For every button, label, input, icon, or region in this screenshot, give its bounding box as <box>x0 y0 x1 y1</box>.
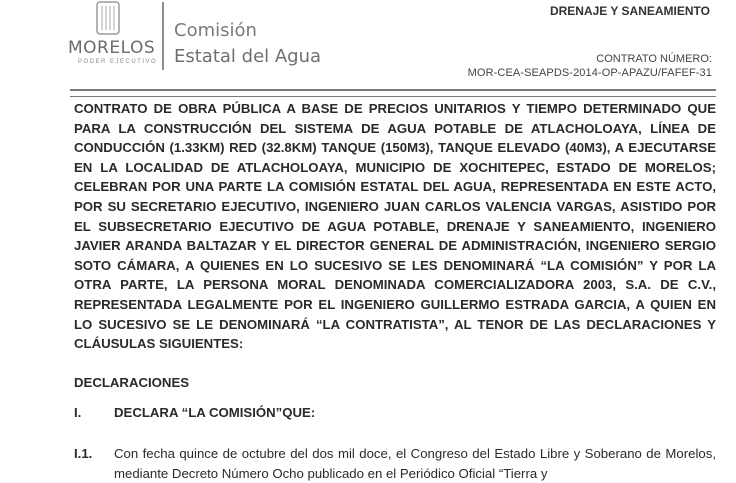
section-i-title: DECLARA “LA COMISIÓN”QUE: <box>114 405 316 420</box>
item-1-1-number: I.1. <box>74 446 93 461</box>
state-seal-icon <box>94 0 122 38</box>
logo-morelos-text: MORELOS <box>68 38 156 58</box>
header-rule <box>70 89 716 91</box>
logo-comision-text: Comisión <box>174 20 257 41</box>
logo-estatal-text: Estatal del Agua <box>174 46 322 67</box>
item-1-1-text: Con fecha quince de octubre del dos mil doce, el Congreso del Estado Libre y Soberano de Morelos, mediante Decreto Número Ocho publicado en el Periódico Oficial “Tierra y <box>114 446 716 481</box>
contract-title: CONTRATO DE OBRA PÚBLICA A BASE DE PRECIOS UNITARIOS Y TIEMPO DETERMINADO QUE PARA LA CONSTRUCCIÓN DEL SISTEMA DE AGUA POTABLE DE ATLACHOLOAYA, LÍNEA DE CONDUCCIÓN (1.33KM) RED (32.8KM) TANQUE (150M3), TANQUE ELEVADO (40M3), A EJECUTARSE EN LA LOCALIDAD DE ATLACHOLOAYA, MUNICIPIO DE XOCHITEPEC, ESTADO DE MORELOS; CELEBRAN POR UNA PARTE LA COMISIÓN ESTATAL DEL AGUA, REPRESENTADA EN ESTE ACTO, POR SU SECRETARIO EJECUTIVO, INGENIERO JUAN CARLOS VALENCIA VARGAS, ASISTIDO POR EL SUBSECRETARIO EJECUTIVO DE AGUA POTABLE, DRENAJE Y SANEAMIENTO, INGENIERO JAVIER ARANDA BALTAZAR Y EL DIRECTOR GENERAL DE ADMINISTRACIÓN, INGENIERO SERGIO SOTO CÁMARA, A QUIENES EN LO SUCESIVO SE LES DENOMINARÁ “LA COMISIÓN” Y POR LA OTRA PARTE, LA PERSONA MORAL DENOMINADA COMERCIALIZADORA 2003, S.A. DE C.V., REPRESENTADA LEGALMENTE POR EL INGENIERO GUILLERMO ESTRADA GARCIA, A QUIEN EN LO SUCESIVO SE LE DENOMINARÁ “LA CONTRATISTA”, AL TENOR DE LAS DECLARACIONES Y CLÁUSULAS SIGUIENTES: <box>74 101 716 352</box>
area-title: DRENAJE Y SANEAMIENTO <box>549 4 710 18</box>
declaraciones-heading: DECLARACIONES <box>74 375 190 390</box>
logo-divider <box>162 2 164 70</box>
header-rule-thin <box>70 96 716 97</box>
contract-number-label: CONTRATO NÚMERO: <box>596 53 712 65</box>
logo <box>66 0 326 80</box>
logo-poder-ejecutivo: PODER EJECUTIVO <box>78 59 158 65</box>
contract-number: MOR-CEA-SEAPDS-2014-OP-APAZU/FAFEF-31 <box>467 67 712 79</box>
header-right <box>550 4 710 18</box>
section-i-number: I. <box>74 405 82 420</box>
